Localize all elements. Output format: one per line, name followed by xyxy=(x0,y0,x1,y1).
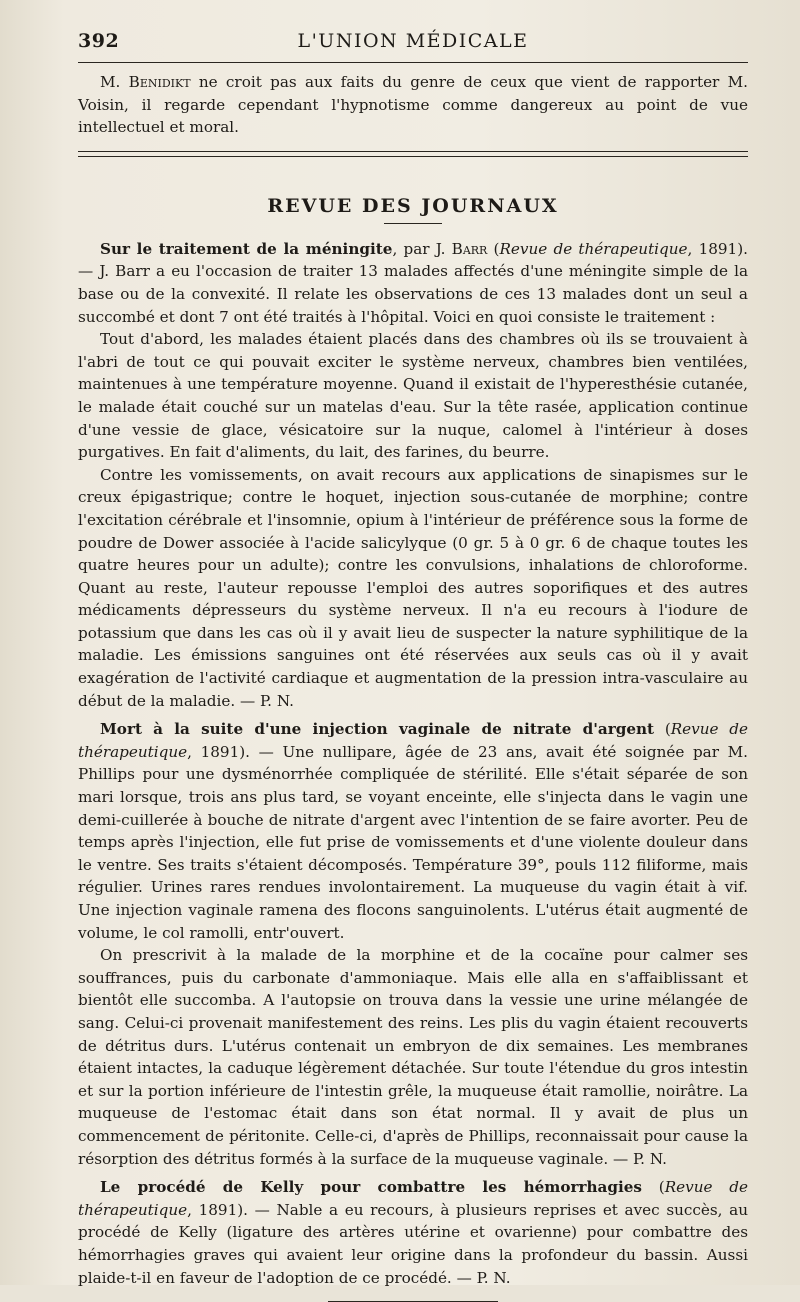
article-paragraph: Contre les vomissements, on avait recours aux applications de sinapismes sur le creux épigastrique; contre le hoquet, injection sous-cutanée de morphine; contre l'excitation cérébrale et l'insomnie, opium à l'intérieur de préférence sous la forme de poudre de Dower associée à l'acide salicylyque (0 gr. 5 à 0 gr. 6 de chaque toutes les quatre heures pour un adulte); contre les convulsions, inhalations de chloroforme. Quant au reste, l'auteur repousse l'emploi des autres soporifiques et des autres médicaments dépresseurs du système nerveux. Il n'a eu recours à l'iodure de potassium que dans les cas où il y avait lieu de suspecter la nature syphilitique de la maladie. Les émissions sanguines ont été réservées aux seuls cas où il y avait exagération de l'activité cardiaque et augmentation de la pression intra-vasculaire au début de la maladie. — P. N. xyxy=(78,465,748,710)
article-source-prefix: ( xyxy=(642,1178,665,1197)
article-source-tail: , 1891). — xyxy=(187,742,283,761)
article-title: Le procédé de Kelly pour combattre les hémorrhagies xyxy=(100,1178,642,1197)
article-author: Barr xyxy=(451,239,488,258)
article-title: Mort à la suite d'une injection vaginale de nitrate d'argent xyxy=(100,720,655,739)
intro-paragraph xyxy=(78,71,748,139)
page-header xyxy=(78,28,748,63)
article-nitrate-argent xyxy=(78,718,748,1170)
article-source: Revue de thérapeutique xyxy=(78,1178,748,1219)
article-kelly xyxy=(78,1176,748,1289)
article-lead-paragraph xyxy=(78,1176,748,1289)
section-title-rule xyxy=(384,223,442,224)
double-rule-divider xyxy=(78,151,748,157)
article-author-prefix: , par J. xyxy=(392,239,452,258)
section-title: REVUE DES JOURNAUX xyxy=(267,194,559,217)
page-number: 392 xyxy=(78,30,120,52)
article-source: Revue de thérapeutique xyxy=(499,239,688,258)
article-body-text: Une nullipare, âgée de 23 ans, avait été soignée par M. Phillips pour une dysménorrhée compliquée de stérilité. Elle s'était séparée de son mari lorsque, trois ans plus tard, se voyant enceinte, elle s'injecta dans le vagin une demi-cuillerée à bouche de nitrate d'argent avec l'intention de se faire avorter. Peu de temps après l'injection, elle fut prise de vomissements et d'une violente douleur dans le ventre. Ses traits s'étaient décomposés. Température 39°, pouls 112 filiforme, mais régulier. Urines rares rendues involontairement. La muqueuse du vagin était à vif. Une injection vaginale ramena des flocons sanguinolents. L'utérus était augmenté de volume, le col ramolli, entr'ouvert. xyxy=(78,742,749,942)
running-title: L'UNION MÉDICALE xyxy=(297,30,529,52)
article-body-text: J. Barr a eu l'occasion de traiter 13 malades affectés d'une méningite simple de la base ou de la convexité. Il relate les observations de ces 13 malades dont un seul a succombé et dont 7 ont été traités à l'hôpital. Voici en quoi consiste le traitement : xyxy=(78,262,748,326)
intro-text: ne croit pas aux faits du genre de ceux que vient de rapporter M. Voisin, il regarde cependant l'hypnotisme comme dangereux au point de vue intellectuel et moral. xyxy=(78,73,748,137)
article-title: Sur le traitement de la méningite xyxy=(100,239,393,258)
article-source: Revue de thérapeutique xyxy=(78,720,748,761)
intro-author: M. Benidikt xyxy=(100,73,191,91)
article-lead-paragraph xyxy=(78,718,748,944)
article-source-prefix: ( xyxy=(654,720,671,739)
article-body-text: Nable a eu recours, à plusieurs reprises et avec succès, au procédé de Kelly (ligature des artères utérine et ovarienne) pour combattre des hémorrhagies graves qui avaient leur origine dans la profondeur du bassin. Aussi plaide-t-il en faveur de l'adoption de ce procédé. — P. N. xyxy=(78,1200,748,1287)
article-source-tail: , 1891). — xyxy=(187,1200,277,1219)
article-paragraph: Tout d'abord, les malades étaient placés dans des chambres où ils se trouvaient à l'abri de tout ce qui pouvait exciter le système nerveux, chambres bien ventilées, maintenues à une température moyenne. Quand il existait de l'hyperesthésie cutanée, le malade était couché sur un matelas d'eau. Sur la tête rasée, application continue d'une vessie de glace, vésicatoire sur la nuque, calomel à l'intérieur à doses purgatives. En fait d'aliments, du lait, des farines, du beurre. xyxy=(78,330,748,462)
article-paragraph: On prescrivit à la malade de la morphine et de la cocaïne pour calmer ses souffrances, puis du carbonate d'ammoniaque. Mais elle alla en s'affaiblissant et bientôt elle succomba. A l'autopsie on trouva dans la vessie une urine mélangée de sang. Celui-ci provenait manifestement des reins. Les plis du vagin étaient recouverts de détritus durs. L'utérus contenait un embryon de dix semaines. Les membranes étaient intactes, la caduque légèrement détachée. Sur toute l'étendue du gros intestin et sur la portion inférieure de l'intestin grêle, la muqueuse était ramollie, noirâtre. La muqueuse de l'estomac était dans son état normal. Il y avait de plus un commencement de péritonite. Celle-ci, d'après de Phillips, reconnaissait pour cause la résorption des détritus formés à la surface de la muqueuse vaginale. — P. N. xyxy=(78,946,748,1168)
article-meningite xyxy=(78,238,748,712)
article-lead-paragraph: Sur le traitement de la méningite, par J. Barr (Revue de thérapeutique, 1891). — J. Barr a eu l'occasion de traiter 13 malades affectés d'une méningite simple de la base ou de la convexité. Il relate les observations de ces 13 malades dont un seul a succombé et dont 7 ont été traités à l'hôpital. Voici en quoi consiste le traitement : xyxy=(78,239,748,326)
article-source-tail: , 1891). — xyxy=(78,239,748,281)
